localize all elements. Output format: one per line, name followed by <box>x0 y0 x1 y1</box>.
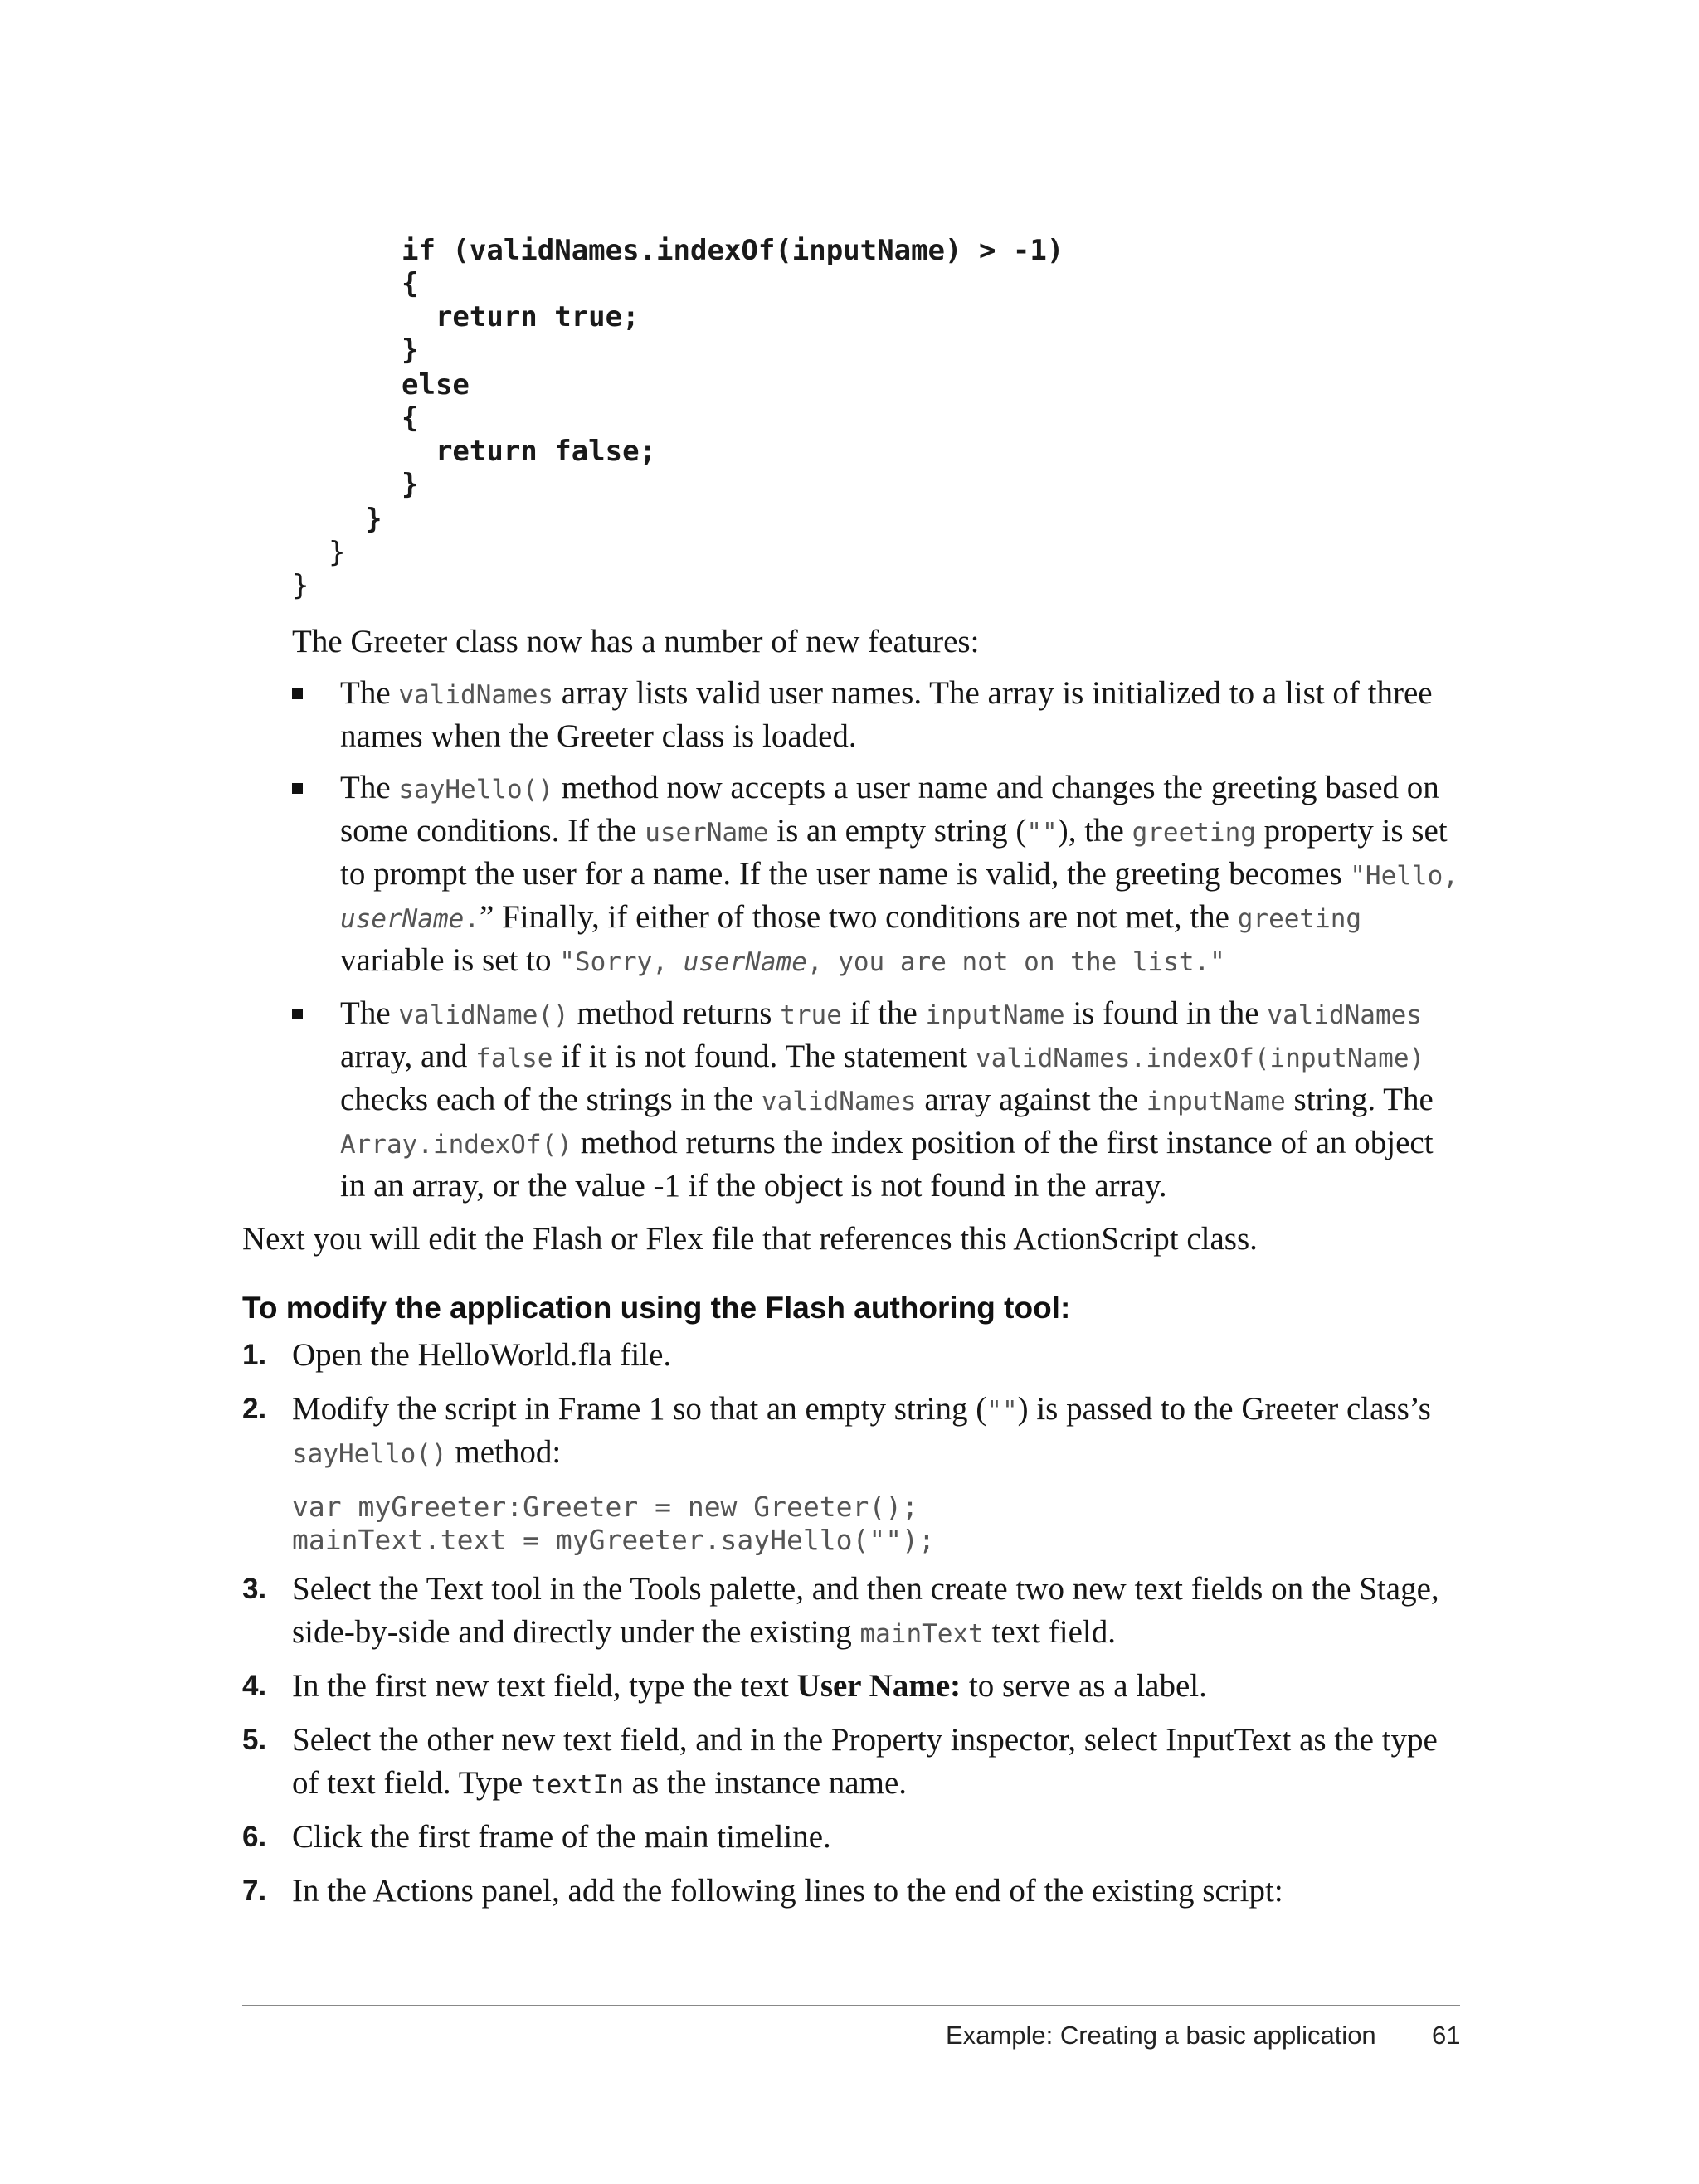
code-line: { <box>402 267 419 300</box>
step-number: 2. <box>242 1393 267 1425</box>
step-number: 4. <box>242 1670 267 1702</box>
code-line: else <box>402 368 470 401</box>
step-number: 5. <box>242 1724 267 1756</box>
step-2-line-2: sayHello() method: <box>292 1434 562 1470</box>
bullet-3-line-5: in an array, or the value -1 if the object is not found in the array. <box>340 1168 1167 1204</box>
bullet-3-line-4: Array.indexOf() method returns the index position of the first instance of an object <box>340 1125 1434 1160</box>
code-line: } <box>329 536 346 569</box>
step-5-line-1: Select the other new text field, and in the Property inspector, select InputText as the type <box>292 1722 1438 1758</box>
step-number: 6. <box>242 1821 267 1853</box>
bullet-2-line-4: userName.” Finally, if either of those two conditions are not met, the greeting <box>340 899 1362 935</box>
step-number: 7. <box>242 1875 267 1907</box>
bullet-3-line-2: array, and false if it is not found. The statement validNames.indexOf(inputName) <box>340 1038 1425 1074</box>
code-line: mainText.text = myGreeter.sayHello(""); <box>292 1524 935 1556</box>
footer-chapter-title: Example: Creating a basic application <box>946 2021 1376 2050</box>
bullet-marker <box>292 783 303 794</box>
step-3-line-1: Select the Text tool in the Tools palette, and then create two new text fields on the Stage, <box>292 1571 1439 1607</box>
code-line: { <box>402 401 419 435</box>
bullet-3-line-3: checks each of the strings in the validNames array against the inputName string. The <box>340 1082 1434 1117</box>
code-line: } <box>402 333 419 367</box>
code-line: } <box>292 569 309 602</box>
bullet-3-line-1: The validName() method returns true if the inputName is found in the validNames <box>340 995 1422 1031</box>
step-5-line-2: of text field. Type textIn as the instance name. <box>292 1765 908 1801</box>
bullet-1-line-1: The validNames array lists valid user names. The array is initialized to a list of three <box>340 675 1433 711</box>
code-line: var myGreeter:Greeter = new Greeter(); <box>292 1491 918 1523</box>
footer-page-number: 61 <box>1432 2021 1461 2050</box>
step-1-text: Open the HelloWorld.fla file. <box>292 1337 672 1373</box>
bullet-2-line-2: some conditions. If the userName is an empty string (""), the greeting property is set <box>340 813 1448 849</box>
step-4-text: In the first new text field, type the text User Name: to serve as a label. <box>292 1668 1207 1704</box>
step-7-text: In the Actions panel, add the following lines to the end of the existing script: <box>292 1873 1283 1909</box>
code-line: return false; <box>402 435 657 468</box>
bullet-2-line-3: to prompt the user for a name. If the user name is valid, the greeting becomes "Hello, <box>340 856 1458 892</box>
step-2-line-1: Modify the script in Frame 1 so that an empty string ("") is passed to the Greeter class’s <box>292 1391 1431 1427</box>
bullet-marker <box>292 688 303 699</box>
step-number: 3. <box>242 1573 267 1605</box>
section-heading: To modify the application using the Flash authoring tool: <box>242 1291 1071 1325</box>
step-6-text: Click the first frame of the main timeline. <box>292 1819 831 1855</box>
next-paragraph: Next you will edit the Flash or Flex file that references this ActionScript class. <box>242 1221 1258 1257</box>
bullet-marker <box>292 1009 303 1019</box>
intro-paragraph: The Greeter class now has a number of new features: <box>292 624 980 659</box>
step-3-line-2: side-by-side and directly under the existing mainText text field. <box>292 1614 1116 1650</box>
code-line: } <box>402 468 419 501</box>
code-line: if (validNames.indexOf(inputName) > -1) <box>402 234 1064 267</box>
step-number: 1. <box>242 1339 267 1371</box>
code-line: } <box>365 503 382 536</box>
bullet-1-line-2: names when the Greeter class is loaded. <box>340 718 857 754</box>
code-line: return true; <box>402 300 640 333</box>
bullet-2-line-1: The sayHello() method now accepts a user name and changes the greeting based on <box>340 770 1439 805</box>
footer-divider <box>242 2005 1460 2006</box>
bullet-2-line-5: variable is set to "Sorry, userName, you are not on the list." <box>340 942 1225 978</box>
